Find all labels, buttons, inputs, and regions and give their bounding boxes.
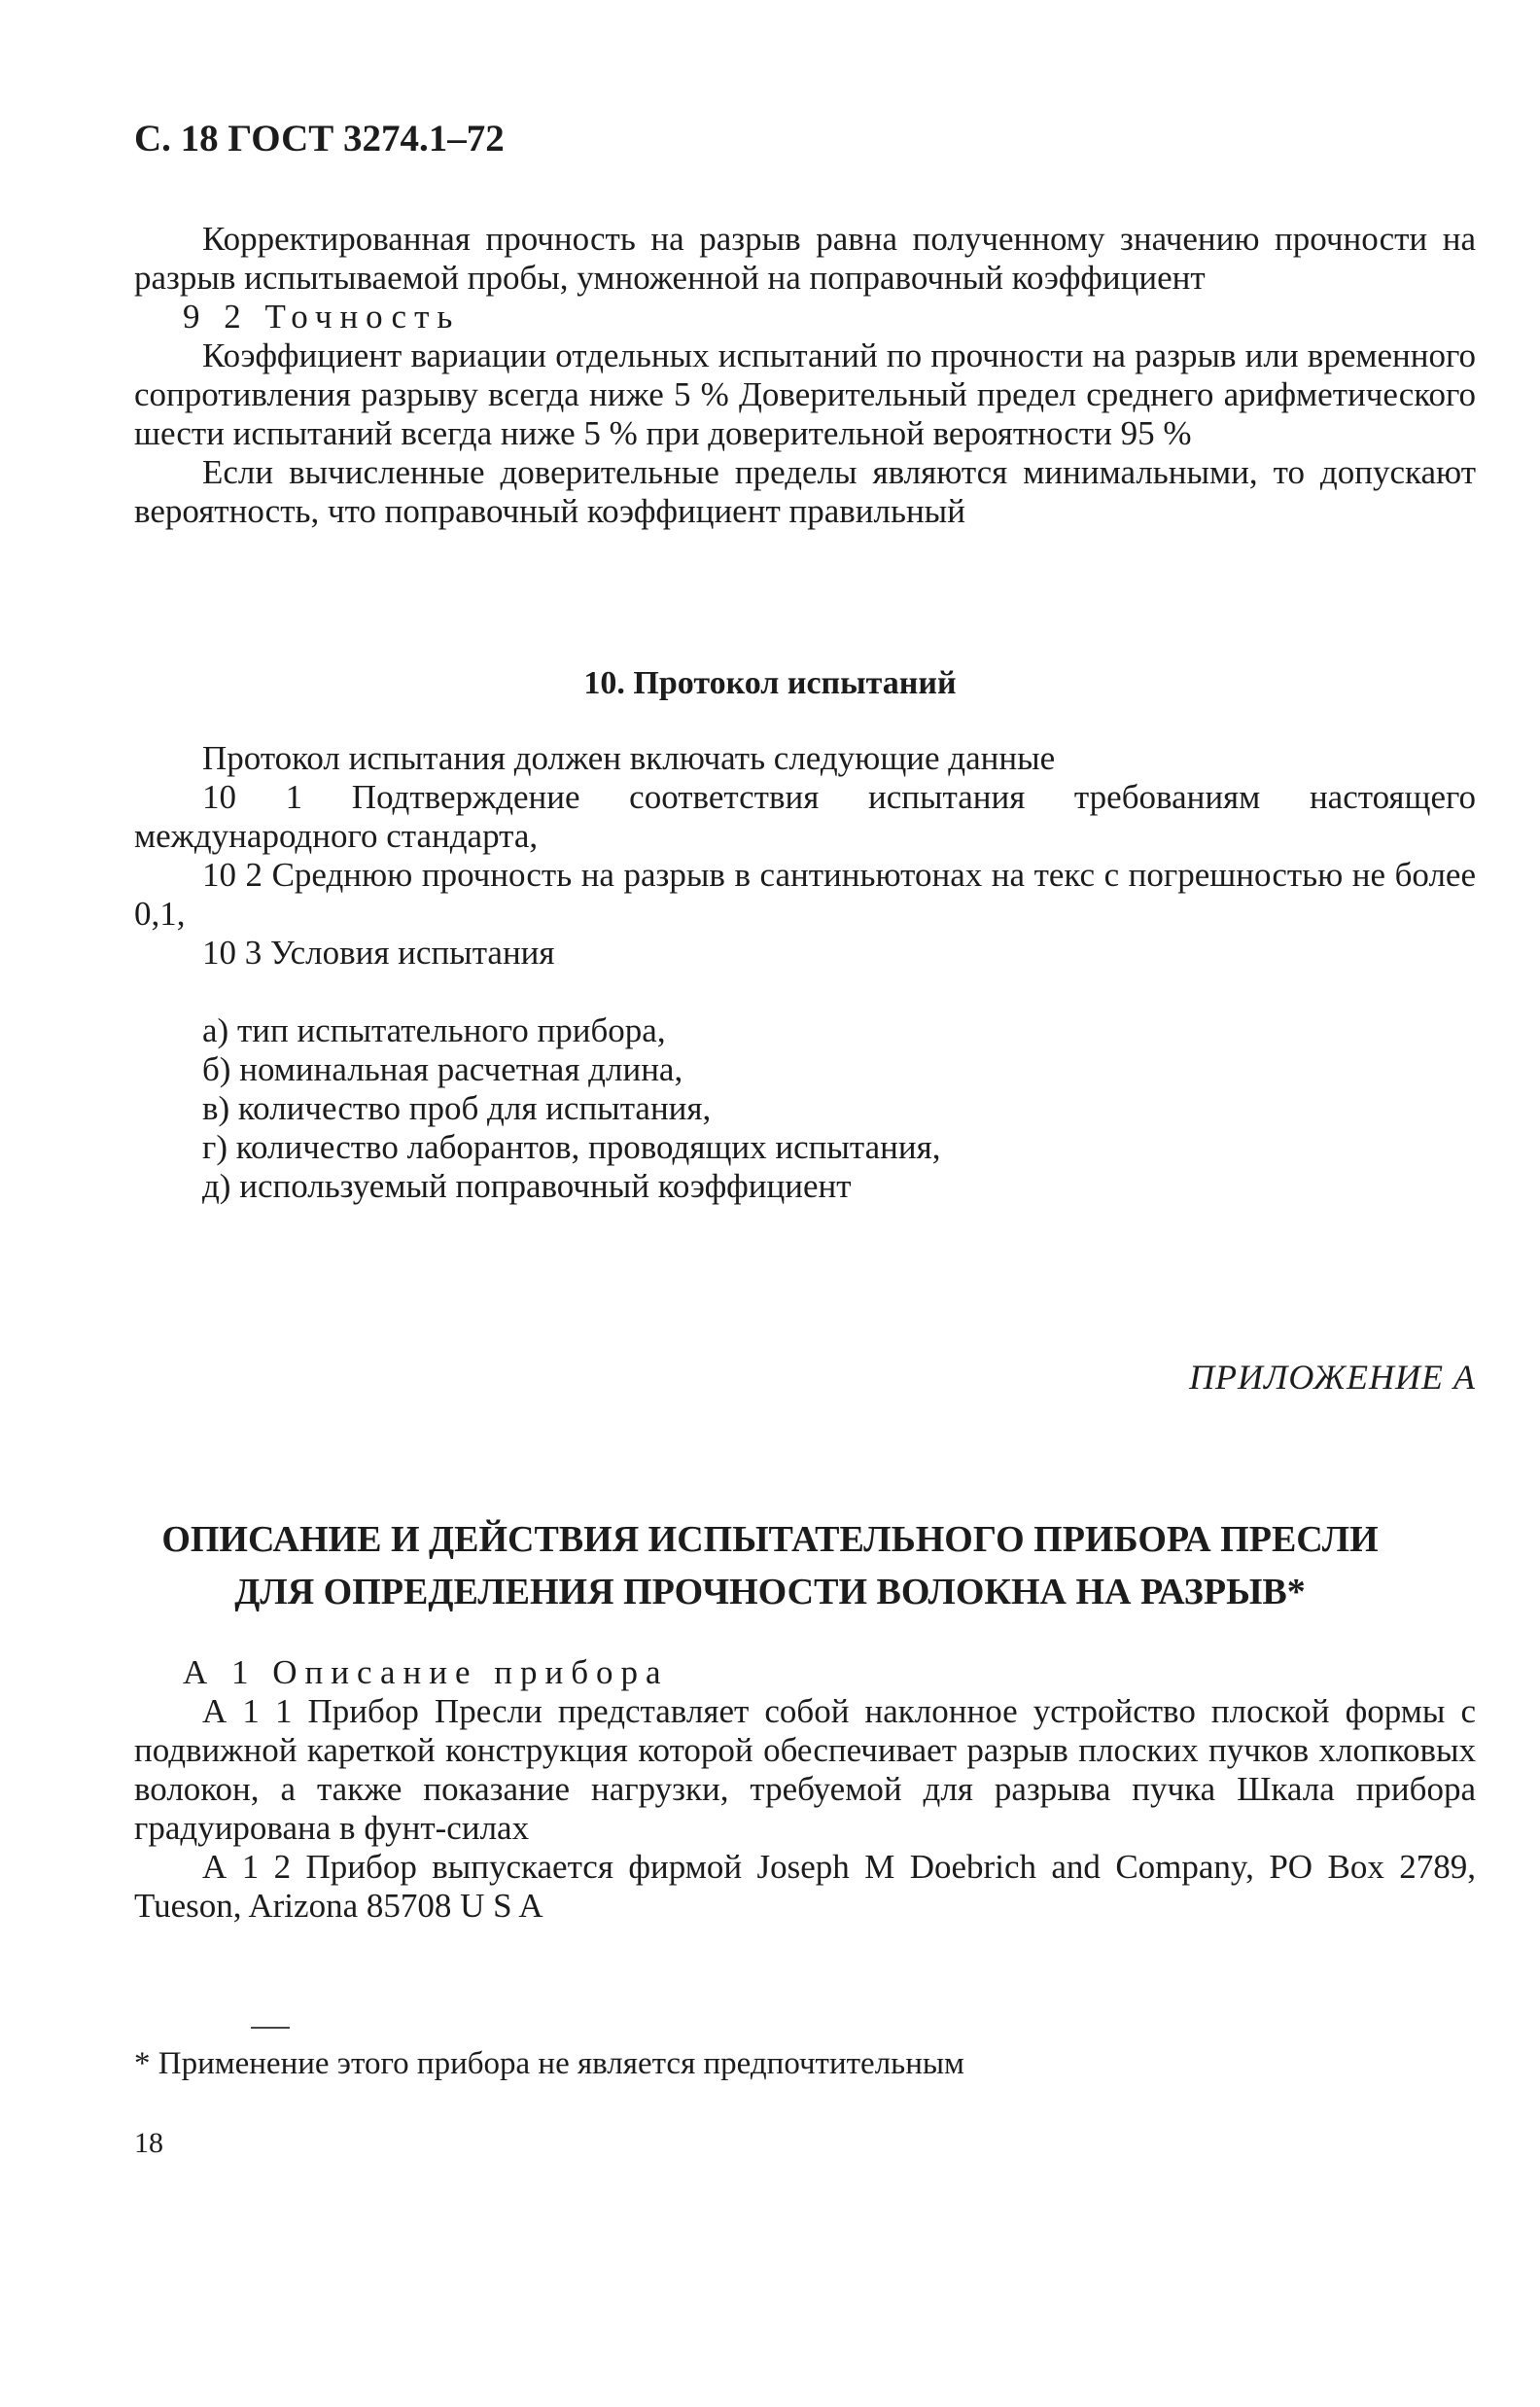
paragraph-protocol-intro: Протокол испытания должен включать следующие данные — [202, 739, 1056, 777]
appendix-label: ПРИЛОЖЕНИЕ А — [1189, 1358, 1476, 1397]
footnote-divider — [251, 2027, 290, 2029]
subheading-device-description: А 1 Описание прибора — [183, 1653, 669, 1691]
text-block-corrected-strength — [134, 220, 1476, 531]
paragraph-10-3: 10 3 Условия испытания — [202, 934, 555, 972]
test-conditions-list — [202, 1011, 940, 1206]
list-item: в) количество проб для испытания, — [202, 1089, 712, 1127]
list-item: а) тип испытательного прибора, — [202, 1011, 666, 1049]
footnote: * Применение этого прибора не является предпочтительным — [134, 2046, 964, 2081]
paragraph-confidence-limits: Если вычисленные доверительные пределы являются минимальными, то допускают вероятность, что поправочный коэффициент правильный — [134, 453, 1476, 530]
page-number: 18 — [134, 2127, 163, 2159]
paragraph-10-2: 10 2 Среднюю прочность на разрыв в сантиньютонах на текс с погрешностью не более 0,1, — [134, 856, 1476, 933]
paragraph-10-1: 10 1 Подтверждение соответствия испытания требованиям настоящего международного стандарта, — [134, 778, 1476, 855]
paragraph-a-1-1: А 1 1 Прибор Пресли представляет собой наклонное устройство плоской формы с подвижной кареткой конструкция которой обеспечивает разрыв плоских пучков хлопковых волокон, а также показание нагрузки, требуемой для разрыва пучка Шкала прибора градуирована в фунт-силах — [134, 1692, 1476, 1847]
list-item: б) номинальная расчетная длина, — [202, 1050, 683, 1088]
page-header: С. 18 ГОСТ 3274.1–72 — [134, 118, 505, 159]
paragraph-a-1-2: А 1 2 Прибор выпускается фирмой Joseph M Doebrich and Company, PO Box 2789, Tueson, Arizona 85708 U S A — [134, 1848, 1476, 1925]
list-item: г) количество лаборантов, проводящих испытания, — [202, 1128, 941, 1166]
appendix-title-line-1: ОПИСАНИЕ И ДЕЙСТВИЯ ИСПЫТАТЕЛЬНОГО ПРИБОРА ПРЕСЛИ — [161, 1519, 1379, 1560]
subheading-accuracy: 9 2 Точность — [183, 298, 461, 336]
list-item: д) используемый поправочный коэффициент — [202, 1167, 852, 1205]
paragraph-variation: Коэффициент вариации отдельных испытаний по прочности на разрыв или временного сопротивления разрыву всегда ниже 5 % Доверительный предел среднего арифметического шести испытаний всегда ниже 5 % при доверительной вероятности 95 % — [134, 336, 1476, 452]
appendix-title-line-2: ДЛЯ ОПРЕДЕЛЕНИЯ ПРОЧНОСТИ ВОЛОКНА НА РАЗРЫВ* — [234, 1572, 1306, 1612]
text-block-protocol — [134, 739, 1476, 973]
section-10-title: 10. Протокол испытаний — [583, 665, 957, 701]
text-block-appendix — [134, 1653, 1476, 1926]
paragraph-corrected-strength: Корректированная прочность на разрыв равна полученному значению прочности на разрыв испытываемой пробы, умноженной на поправочный коэффициент — [134, 220, 1476, 297]
